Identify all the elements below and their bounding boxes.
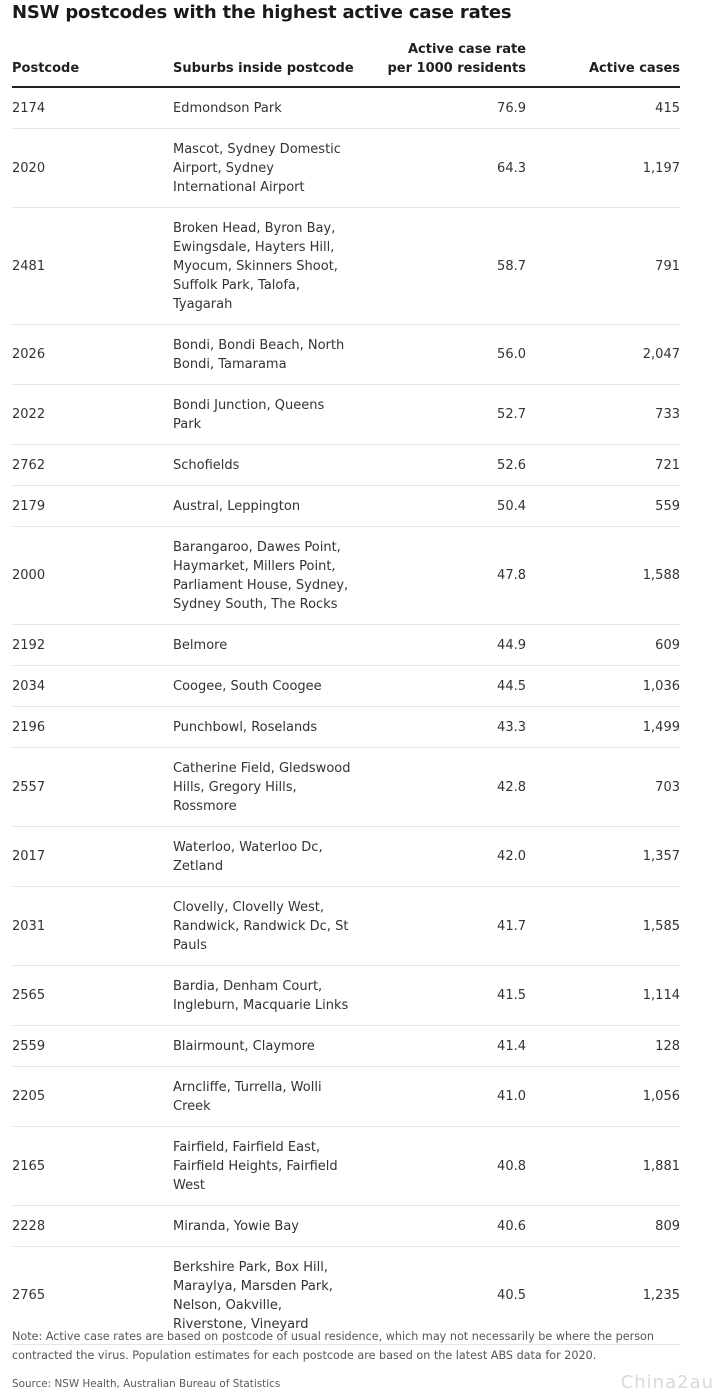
table-row <box>12 445 680 486</box>
active-cases-cell: 1,357 <box>526 827 680 887</box>
active-cases-cell: 1,499 <box>526 707 680 748</box>
case-rate-cell: 56.0 <box>381 325 526 385</box>
source-line: Source: NSW Health, Australian Bureau of Statistics <box>12 1378 281 1390</box>
footnote: Note: Active case rates are based on postcode of usual residence, which may not necessarily be where the person contracted the virus. Population estimates for each postcode are based on the latest ABS data for 2020. <box>12 1330 654 1362</box>
suburbs-cell: Clovelly, Clovelly West, Randwick, Randwick Dc, St Pauls <box>173 887 381 966</box>
postcode-cell: 2557 <box>12 748 173 827</box>
table-row <box>12 486 680 527</box>
case-rate-cell: 52.6 <box>381 445 526 486</box>
active-cases-cell: 1,114 <box>526 966 680 1026</box>
active-cases-cell: 128 <box>526 1026 680 1067</box>
suburbs-cell: Berkshire Park, Box Hill, Maraylya, Marsden Park, Nelson, Oakville, Riverstone, Vineyard <box>173 1247 381 1345</box>
active-cases-cell: 733 <box>526 385 680 445</box>
case-rate-cell: 44.9 <box>381 625 526 666</box>
table-row <box>12 707 680 748</box>
postcode-cell: 2165 <box>12 1127 173 1206</box>
active-cases-cell: 2,047 <box>526 325 680 385</box>
active-cases-cell: 415 <box>526 87 680 129</box>
case-rate-cell: 47.8 <box>381 527 526 625</box>
case-rate-cell: 42.8 <box>381 748 526 827</box>
case-rate-cell: 41.4 <box>381 1026 526 1067</box>
case-rate-cell: 50.4 <box>381 486 526 527</box>
active-cases-cell: 1,881 <box>526 1127 680 1206</box>
postcode-cell: 2017 <box>12 827 173 887</box>
active-cases-cell: 703 <box>526 748 680 827</box>
postcode-cell: 2559 <box>12 1026 173 1067</box>
suburbs-cell: Mascot, Sydney Domestic Airport, Sydney International Airport <box>173 129 381 208</box>
suburbs-cell: Bardia, Denham Court, Ingleburn, Macquarie Links <box>173 966 381 1026</box>
postcode-cell: 2026 <box>12 325 173 385</box>
active-cases-cell: 809 <box>526 1206 680 1247</box>
case-rate-cell: 40.8 <box>381 1127 526 1206</box>
active-cases-cell: 1,235 <box>526 1247 680 1345</box>
case-rate-cell: 76.9 <box>381 87 526 129</box>
suburbs-cell: Punchbowl, Roselands <box>173 707 381 748</box>
column-header-suburbs: Suburbs inside postcode <box>173 36 381 87</box>
chart-title: NSW postcodes with the highest active case rates <box>12 2 512 23</box>
active-cases-cell: 1,197 <box>526 129 680 208</box>
postcode-cell: 2174 <box>12 87 173 129</box>
suburbs-cell: Blairmount, Claymore <box>173 1026 381 1067</box>
postcode-cell: 2000 <box>12 527 173 625</box>
postcode-cell: 2022 <box>12 385 173 445</box>
suburbs-cell: Bondi, Bondi Beach, North Bondi, Tamarama <box>173 325 381 385</box>
table-row <box>12 208 680 325</box>
table-row <box>12 87 680 129</box>
active-cases-cell: 1,588 <box>526 527 680 625</box>
suburbs-cell: Fairfield, Fairfield East, Fairfield Heights, Fairfield West <box>173 1127 381 1206</box>
postcode-cell: 2765 <box>12 1247 173 1345</box>
case-rate-cell: 44.5 <box>381 666 526 707</box>
case-rate-cell: 40.6 <box>381 1206 526 1247</box>
watermark-text: Chinа2au <box>620 1372 714 1393</box>
active-cases-cell: 1,585 <box>526 887 680 966</box>
suburbs-cell: Bondi Junction, Queens Park <box>173 385 381 445</box>
table-row <box>12 129 680 208</box>
active-cases-cell: 721 <box>526 445 680 486</box>
table-header-row <box>12 36 680 87</box>
case-rate-cell: 40.5 <box>381 1247 526 1345</box>
postcode-cell: 2228 <box>12 1206 173 1247</box>
table-row <box>12 748 680 827</box>
column-header-active-cases: Active cases <box>526 36 680 87</box>
active-cases-cell: 1,056 <box>526 1067 680 1127</box>
active-cases-cell: 791 <box>526 208 680 325</box>
suburbs-cell: Belmore <box>173 625 381 666</box>
suburbs-cell: Broken Head, Byron Bay, Ewingsdale, Hayters Hill, Myocum, Skinners Shoot, Suffolk Park, Talofa, Tyagarah <box>173 208 381 325</box>
table-row <box>12 887 680 966</box>
postcode-cell: 2020 <box>12 129 173 208</box>
table-body <box>12 87 680 1345</box>
case-rate-cell: 43.3 <box>381 707 526 748</box>
postcode-cell: 2031 <box>12 887 173 966</box>
suburbs-cell: Coogee, South Coogee <box>173 666 381 707</box>
suburbs-cell: Arncliffe, Turrella, Wolli Creek <box>173 1067 381 1127</box>
active-cases-cell: 1,036 <box>526 666 680 707</box>
suburbs-cell: Barangaroo, Dawes Point, Haymarket, Millers Point, Parliament House, Sydney, Sydney South, The Rocks <box>173 527 381 625</box>
postcode-cell: 2179 <box>12 486 173 527</box>
table-row <box>12 1206 680 1247</box>
postcode-cell: 2196 <box>12 707 173 748</box>
suburbs-cell: Schofields <box>173 445 381 486</box>
column-header-postcode: Postcode <box>12 36 173 87</box>
case-rate-cell: 64.3 <box>381 129 526 208</box>
postcode-cell: 2192 <box>12 625 173 666</box>
case-rate-cell: 42.0 <box>381 827 526 887</box>
case-rate-cell: 41.7 <box>381 887 526 966</box>
table-row <box>12 1127 680 1206</box>
suburbs-cell: Waterloo, Waterloo Dc, Zetland <box>173 827 381 887</box>
table-row <box>12 827 680 887</box>
table-row <box>12 325 680 385</box>
postcode-cell: 2034 <box>12 666 173 707</box>
table-row <box>12 966 680 1026</box>
suburbs-cell: Catherine Field, Gledswood Hills, Gregory Hills, Rossmore <box>173 748 381 827</box>
case-rate-cell: 52.7 <box>381 385 526 445</box>
suburbs-cell: Edmondson Park <box>173 87 381 129</box>
suburbs-cell: Miranda, Yowie Bay <box>173 1206 381 1247</box>
table-row <box>12 385 680 445</box>
postcode-cell: 2205 <box>12 1067 173 1127</box>
table-row <box>12 527 680 625</box>
column-header-case-rate: Active case rate per 1000 residents <box>381 36 526 87</box>
postcode-cell: 2481 <box>12 208 173 325</box>
case-rate-cell: 41.5 <box>381 966 526 1026</box>
table-row <box>12 1067 680 1127</box>
active-cases-cell: 559 <box>526 486 680 527</box>
table-row <box>12 1026 680 1067</box>
table-row <box>12 666 680 707</box>
postcode-cell: 2565 <box>12 966 173 1026</box>
case-rate-cell: 58.7 <box>381 208 526 325</box>
case-rate-cell: 41.0 <box>381 1067 526 1127</box>
case-rate-table <box>12 36 680 1345</box>
table-row <box>12 625 680 666</box>
suburbs-cell: Austral, Leppington <box>173 486 381 527</box>
active-cases-cell: 609 <box>526 625 680 666</box>
postcode-cell: 2762 <box>12 445 173 486</box>
